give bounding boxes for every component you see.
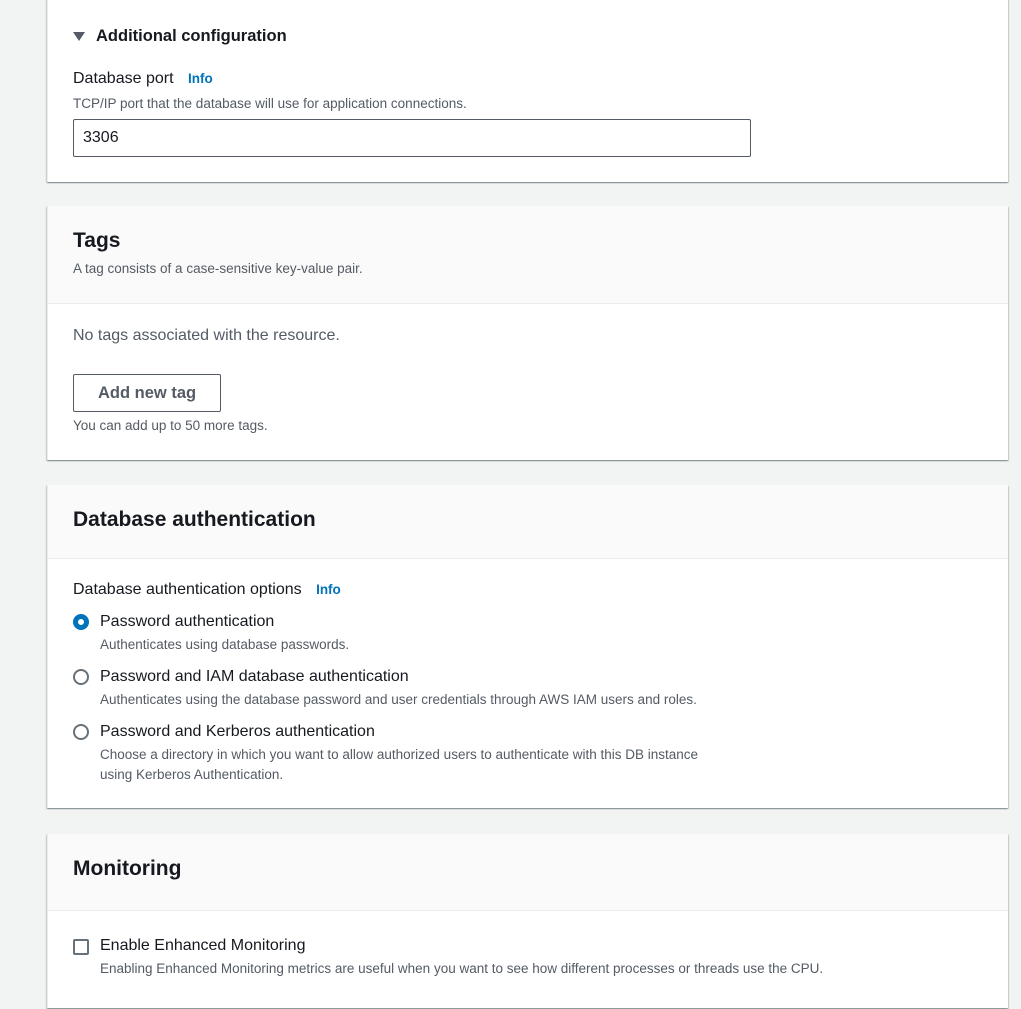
caret-down-icon [73,32,85,41]
monitoring-panel [47,834,1008,1008]
no-tags-text: No tags associated with the resource. [73,327,340,344]
database-authentication-title: Database authentication [73,508,316,531]
radio-label-password: Password authentication [100,613,275,630]
radio-label-password-kerberos: Password and Kerberos authentication [100,723,375,740]
expander-label: Additional configuration [96,27,287,45]
tags-panel [47,206,1008,460]
enhanced-monitoring-description: Enabling Enhanced Monitoring metrics are useful when you want to see how different processes or threads use the CPU. [100,961,824,976]
database-port-info-link[interactable]: Info [187,71,213,86]
radio-description-password-kerberos: Choose a directory in which you want to allow authorized users to authenticate with this DB instance using Kerberos Authentication. [100,747,699,782]
auth-options-info-link[interactable]: Info [316,582,341,597]
additional-configuration-panel [47,0,1008,182]
add-new-tag-button[interactable]: Add new tag [73,374,221,412]
radio-option-password[interactable] [73,612,349,655]
enhanced-monitoring-checkbox[interactable] [73,939,89,955]
tags-description: A tag consists of a case-sensitive key-value pair. [73,261,363,276]
auth-options-label-row [73,581,341,599]
auth-options-label: Database authentication options [73,581,302,598]
additional-configuration-expander[interactable] [73,27,287,46]
radio-description-password-iam: Authenticates using the database password and user credentials through AWS IAM users and roles. [100,692,697,707]
radio-button-password-iam[interactable] [73,669,89,685]
database-port-label-row [73,70,213,88]
enhanced-monitoring-option[interactable] [73,936,823,979]
tags-header [48,206,1008,304]
database-port-label: Database port [73,70,174,87]
database-authentication-panel [47,485,1008,808]
enhanced-monitoring-label: Enable Enhanced Monitoring [100,937,306,954]
radio-button-password[interactable] [73,614,89,630]
radio-label-password-iam: Password and IAM database authentication [100,668,409,685]
database-authentication-header [48,485,1008,559]
radio-option-password-kerberos[interactable] [73,722,710,785]
radio-description-password: Authenticates using database passwords. [100,637,350,652]
tags-title: Tags [73,229,121,252]
radio-option-password-iam[interactable] [73,667,697,710]
monitoring-header [48,834,1008,911]
radio-button-password-kerberos[interactable] [73,724,89,740]
monitoring-title: Monitoring [73,857,182,880]
database-port-description: TCP/IP port that the database will use for application connections. [73,96,467,111]
database-port-input[interactable] [73,119,751,157]
tags-limit-text: You can add up to 50 more tags. [73,418,268,433]
